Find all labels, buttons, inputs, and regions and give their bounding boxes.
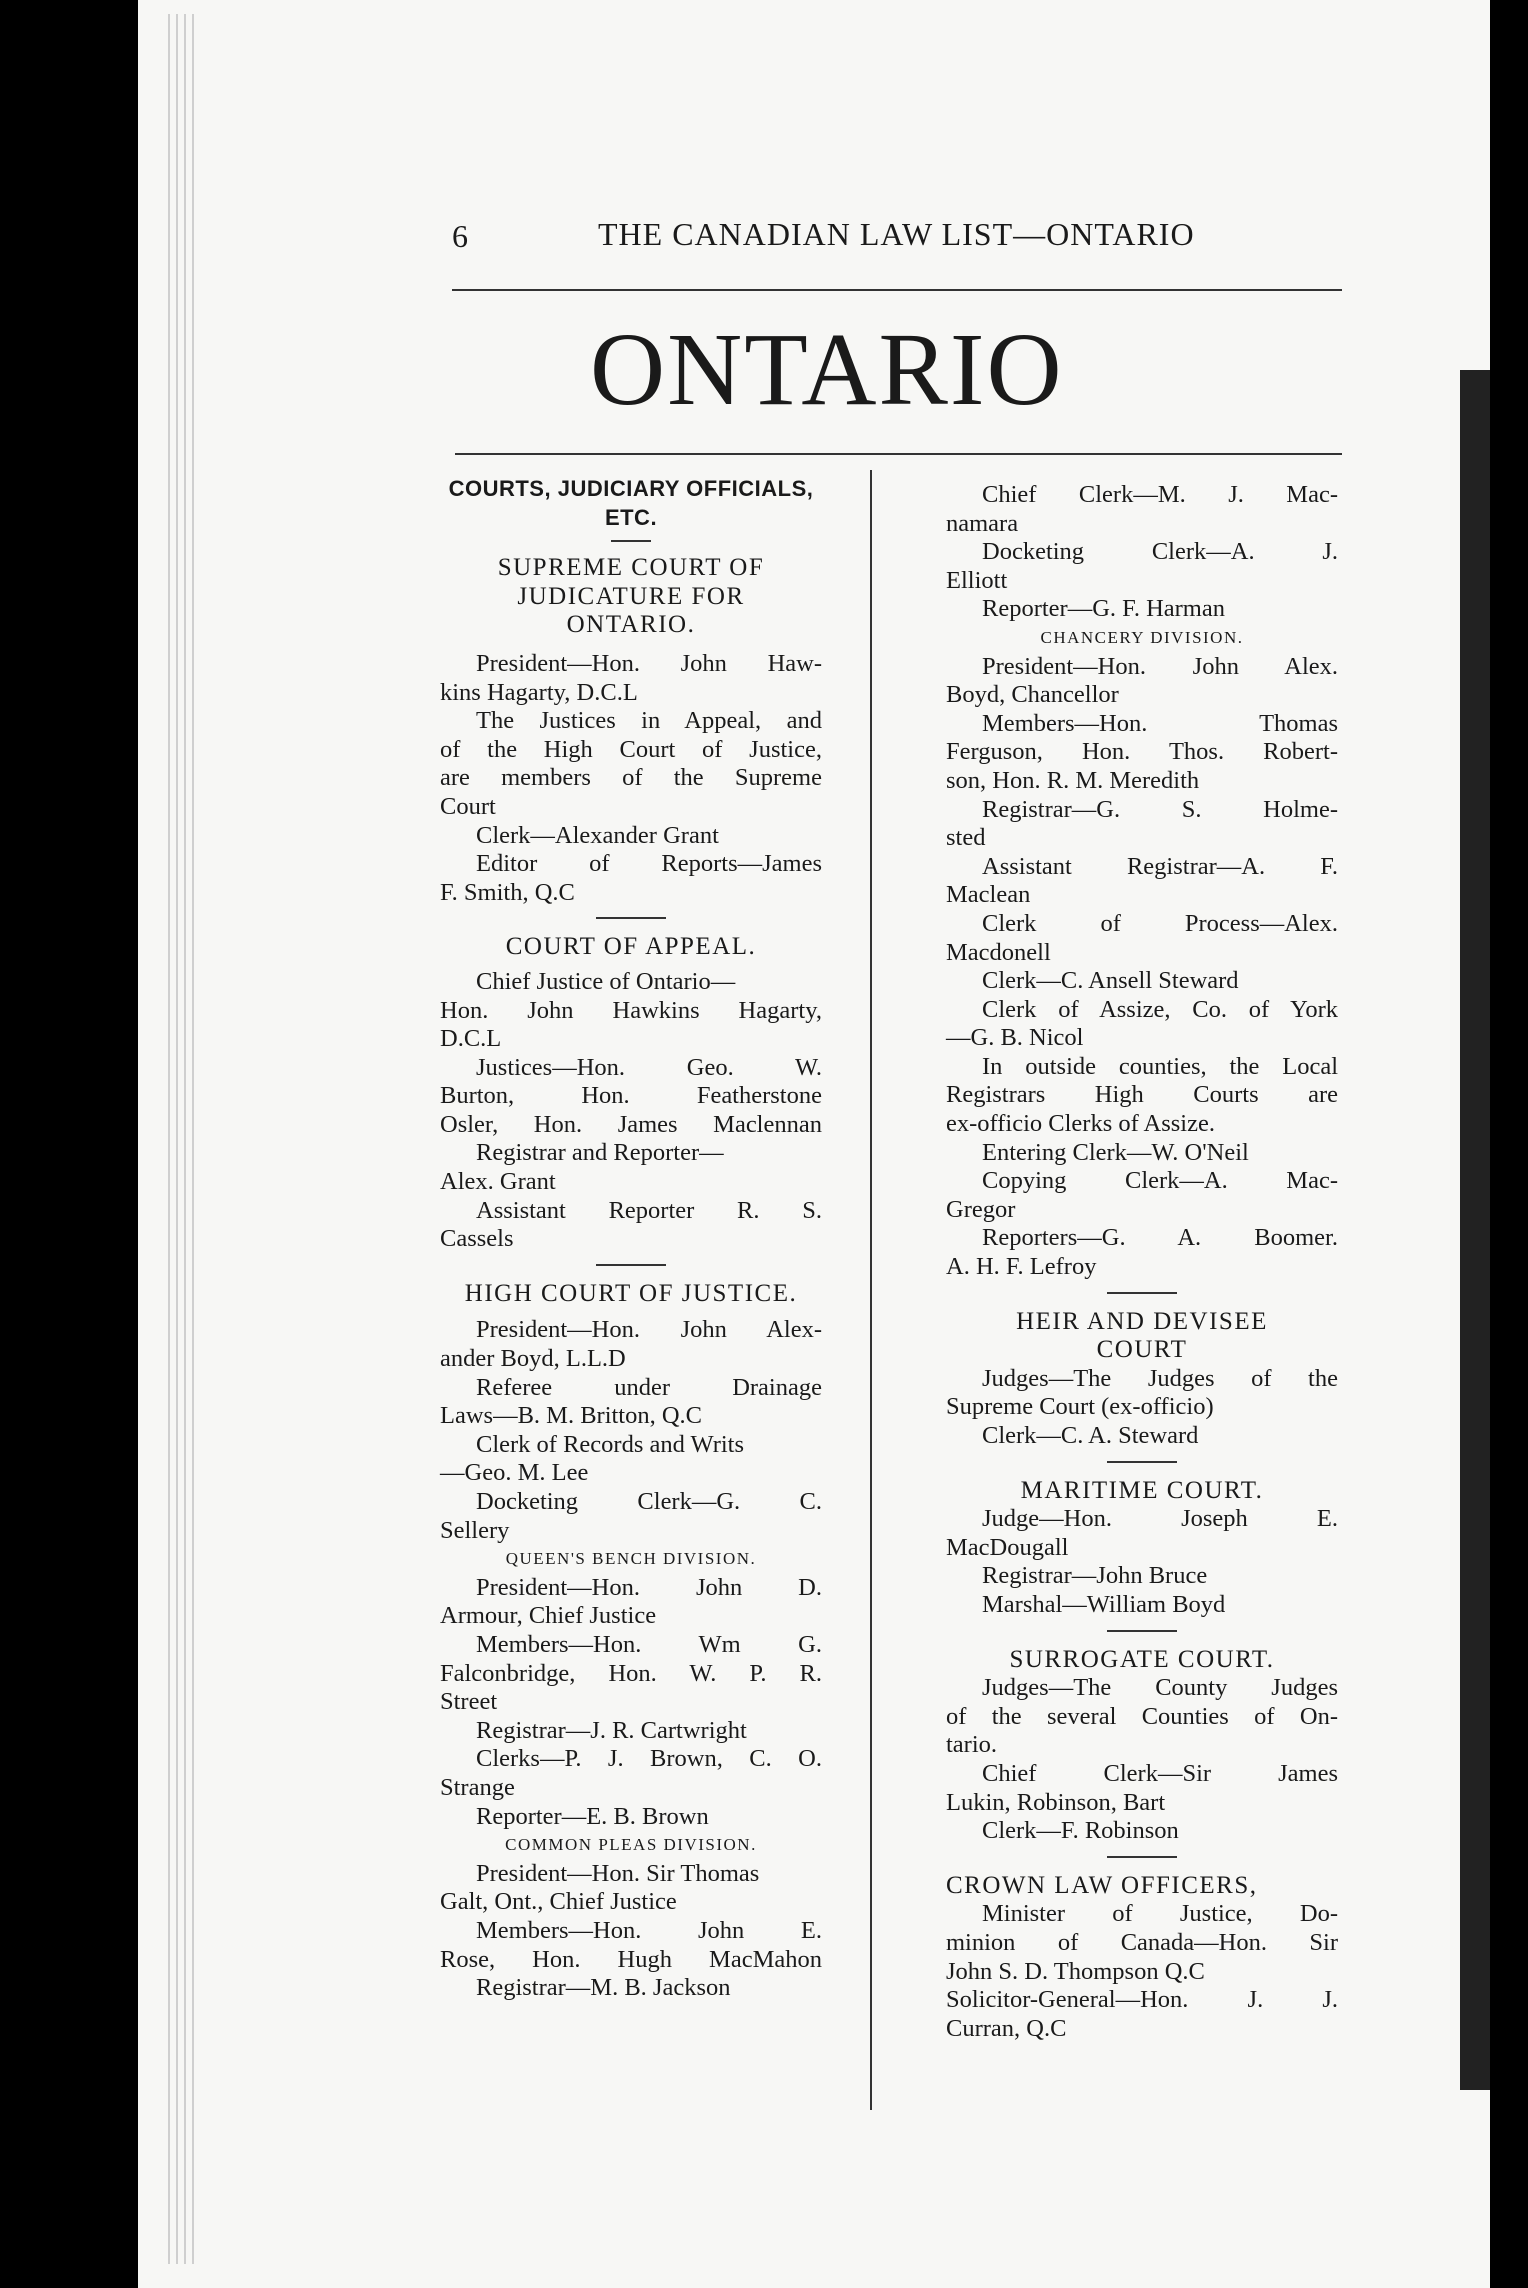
entry-line: Maclean [946, 881, 1031, 909]
entry-line: —G. B. Nicol [946, 1024, 1084, 1052]
entry-line: Clerks—P. J. Brown, C. O. [476, 1745, 822, 1773]
entry-line: Clerk—F. Robinson [982, 1817, 1179, 1845]
entry-line: Strange [440, 1773, 515, 1801]
entry-line: sted [946, 824, 986, 852]
entry-line: In outside counties, the Local [982, 1052, 1338, 1080]
header-rule [452, 289, 1342, 291]
entry-line: Burton, Hon. Featherstone [440, 1082, 822, 1110]
entry-line: Minister of Justice, Do- [982, 1900, 1338, 1928]
court-heading: SUPREME COURT OF [497, 554, 765, 582]
entry-line: Members—Hon. Wm G. [476, 1630, 822, 1658]
entry-line: Chief Clerk—Sir James [982, 1759, 1338, 1787]
entry-line: Docketing Clerk—G. C. [476, 1488, 822, 1515]
entry-line: Gregor [946, 1195, 1016, 1223]
entry-line: Hon. John Hawkins Hagarty, [440, 996, 822, 1024]
entry-line: Armour, Chief Justice [440, 1602, 657, 1630]
court-heading: HIGH COURT OF JUSTICE. [464, 1279, 798, 1307]
division-heading: COMMON PLEAS DIVISION. [505, 1835, 757, 1855]
entry-line: Court [440, 792, 496, 820]
entry-line: Lukin, Robinson, Bart [946, 1788, 1166, 1816]
entry-line: Curran, Q.C [946, 2014, 1067, 2042]
entry-line: Clerk—C. A. Steward [982, 1422, 1199, 1449]
entry-line: Laws—B. M. Britton, Q.C [440, 1402, 703, 1430]
divider-rule [1107, 1630, 1177, 1632]
entry-line: Clerk of Process—Alex. [982, 909, 1338, 937]
entry-line: Reporter—G. F. Harman [982, 595, 1225, 623]
court-heading: HEIR AND DEVISEE [1016, 1307, 1268, 1335]
entry-line: Boyd, Chancellor [946, 681, 1119, 709]
court-heading: ONTARIO. [566, 611, 696, 639]
court-heading: JUDICATURE FOR [517, 582, 745, 610]
court-heading: MARITIME COURT. [1020, 1476, 1264, 1504]
entry-line: of the several Counties of On- [946, 1702, 1338, 1730]
entry-line: Registrar and Reporter— [476, 1139, 724, 1167]
entry-line: The Justices in Appeal, and [476, 707, 822, 735]
entry-line: Clerk—Alexander Grant [476, 821, 719, 849]
divider-rule [611, 540, 651, 542]
entry-line: John S. D. Thompson Q.C [946, 1957, 1205, 1985]
entry-line: Chief Clerk—M. J. Mac- [982, 481, 1338, 508]
entry-line: Solicitor-General—Hon. J. J. [946, 1986, 1338, 2014]
entry-line: are members of the Supreme [440, 764, 822, 792]
page-edge [184, 14, 186, 2264]
entry-line: Osler, Hon. James Maclennan [440, 1110, 822, 1138]
divider-rule [1107, 1856, 1177, 1858]
entry-line: Marshal—William Boyd [982, 1590, 1226, 1618]
entry-line: of the High Court of Justice, [440, 735, 822, 763]
running-header: THE CANADIAN LAW LIST—ONTARIO [598, 216, 1195, 252]
divider-rule [1107, 1461, 1177, 1463]
page-edge [168, 14, 170, 2264]
entry-line: Members—Hon. Thomas [982, 709, 1338, 737]
entry-line: Clerk of Assize, Co. of York [982, 995, 1338, 1023]
entry-line: Reporters—G. A. Boomer. [982, 1224, 1338, 1252]
column-divider [870, 470, 872, 2110]
entry-line: namara [946, 509, 1019, 537]
entry-line: Clerk—C. Ansell Steward [982, 967, 1239, 995]
entry-line: Judges—The County Judges [982, 1674, 1338, 1702]
entry-line: Entering Clerk—W. O'Neil [982, 1138, 1249, 1166]
entry-line: minion of Canada—Hon. Sir [946, 1928, 1338, 1956]
entry-line: Referee under Drainage [476, 1373, 822, 1401]
title-rule [455, 453, 1342, 455]
entry-line: Rose, Hon. Hugh MacMahon [440, 1945, 822, 1973]
entry-line: Clerk of Records and Writs [476, 1430, 745, 1458]
entry-line: Ferguson, Hon. Thos. Robert- [946, 738, 1338, 766]
division-heading: CHANCERY DIVISION. [1040, 627, 1244, 647]
entry-line: Registrar—M. B. Jackson [476, 1974, 731, 2002]
right-column [946, 481, 1338, 2043]
entry-line: MacDougall [946, 1533, 1069, 1561]
section-heading: ETC. [604, 504, 658, 530]
entry-line: D.C.L [440, 1025, 502, 1053]
entry-line: Chief Justice of Ontario— [476, 967, 736, 995]
entry-line: Registrar—G. S. Holme- [982, 795, 1338, 823]
entry-line: Editor of Reports—James [476, 850, 822, 878]
entry-line: Assistant Registrar—A. F. [982, 852, 1338, 880]
left-column [440, 475, 822, 2003]
binding-shadow [1460, 370, 1490, 2090]
division-heading: QUEEN'S BENCH DIVISION. [505, 1549, 757, 1569]
entry-line: Registrar—J. R. Cartwright [476, 1716, 747, 1744]
entry-line: Members—Hon. John E. [476, 1916, 822, 1944]
section-heading: COURTS, JUDICIARY OFFICIALS, [448, 476, 814, 501]
entry-line: Supreme Court (ex-officio) [946, 1393, 1214, 1421]
entry-line: Elliott [946, 566, 1008, 594]
page-edge [176, 14, 178, 2264]
entry-line: A. H. F. Lefroy [946, 1253, 1097, 1281]
entry-line: kins Hagarty, D.C.L [440, 678, 638, 706]
entry-line: son, Hon. R. M. Meredith [946, 766, 1200, 794]
entry-line: Judge—Hon. Joseph E. [982, 1505, 1338, 1533]
entry-line: Cassels [440, 1225, 514, 1253]
entry-line: President—Hon. John Alex. [982, 652, 1338, 680]
entry-line: Registrars High Courts are [946, 1081, 1338, 1109]
entry-line: Justices—Hon. Geo. W. [476, 1053, 822, 1081]
entry-line: Registrar—John Bruce [982, 1562, 1208, 1590]
divider-rule [596, 1264, 666, 1266]
entry-line: F. Smith, Q.C [440, 878, 575, 906]
entry-line: tario. [946, 1731, 998, 1759]
entry-line: President—Hon. John Alex- [476, 1316, 822, 1344]
page-edge [192, 14, 194, 2264]
page-number: 6 [452, 218, 468, 254]
entry-line: Falconbridge, Hon. W. P. R. [440, 1659, 822, 1687]
entry-line: Macdonell [946, 938, 1051, 966]
court-heading: CROWN LAW OFFICERS, [946, 1871, 1258, 1899]
entry-line: —Geo. M. Lee [440, 1459, 589, 1487]
page-title: ONTARIO [590, 312, 1064, 427]
entry-line: Copying Clerk—A. Mac- [982, 1167, 1338, 1195]
entry-line: Galt, Ont., Chief Justice [440, 1888, 677, 1916]
entry-line: Assistant Reporter R. S. [476, 1196, 822, 1224]
entry-line: ander Boyd, L.L.D [440, 1345, 626, 1373]
entry-line: Reporter—E. B. Brown [476, 1802, 709, 1830]
court-heading: SURROGATE COURT. [1009, 1645, 1275, 1673]
entry-line: Docketing Clerk—A. J. [982, 538, 1338, 566]
divider-rule [596, 917, 666, 919]
entry-line: Sellery [440, 1516, 510, 1544]
entry-line: Judges—The Judges of the [982, 1364, 1338, 1392]
entry-line: Alex. Grant [440, 1168, 556, 1196]
court-heading: COURT OF APPEAL. [505, 933, 757, 961]
entry-line: ex-officio Clerks of Assize. [946, 1110, 1215, 1138]
entry-line: President—Hon. John Haw- [476, 649, 822, 677]
entry-line: President—Hon. John D. [476, 1573, 822, 1601]
divider-rule [1107, 1292, 1177, 1294]
court-heading: COURT [1096, 1336, 1188, 1364]
entry-line: Street [440, 1688, 498, 1716]
entry-line: President—Hon. Sir Thomas [476, 1859, 760, 1887]
